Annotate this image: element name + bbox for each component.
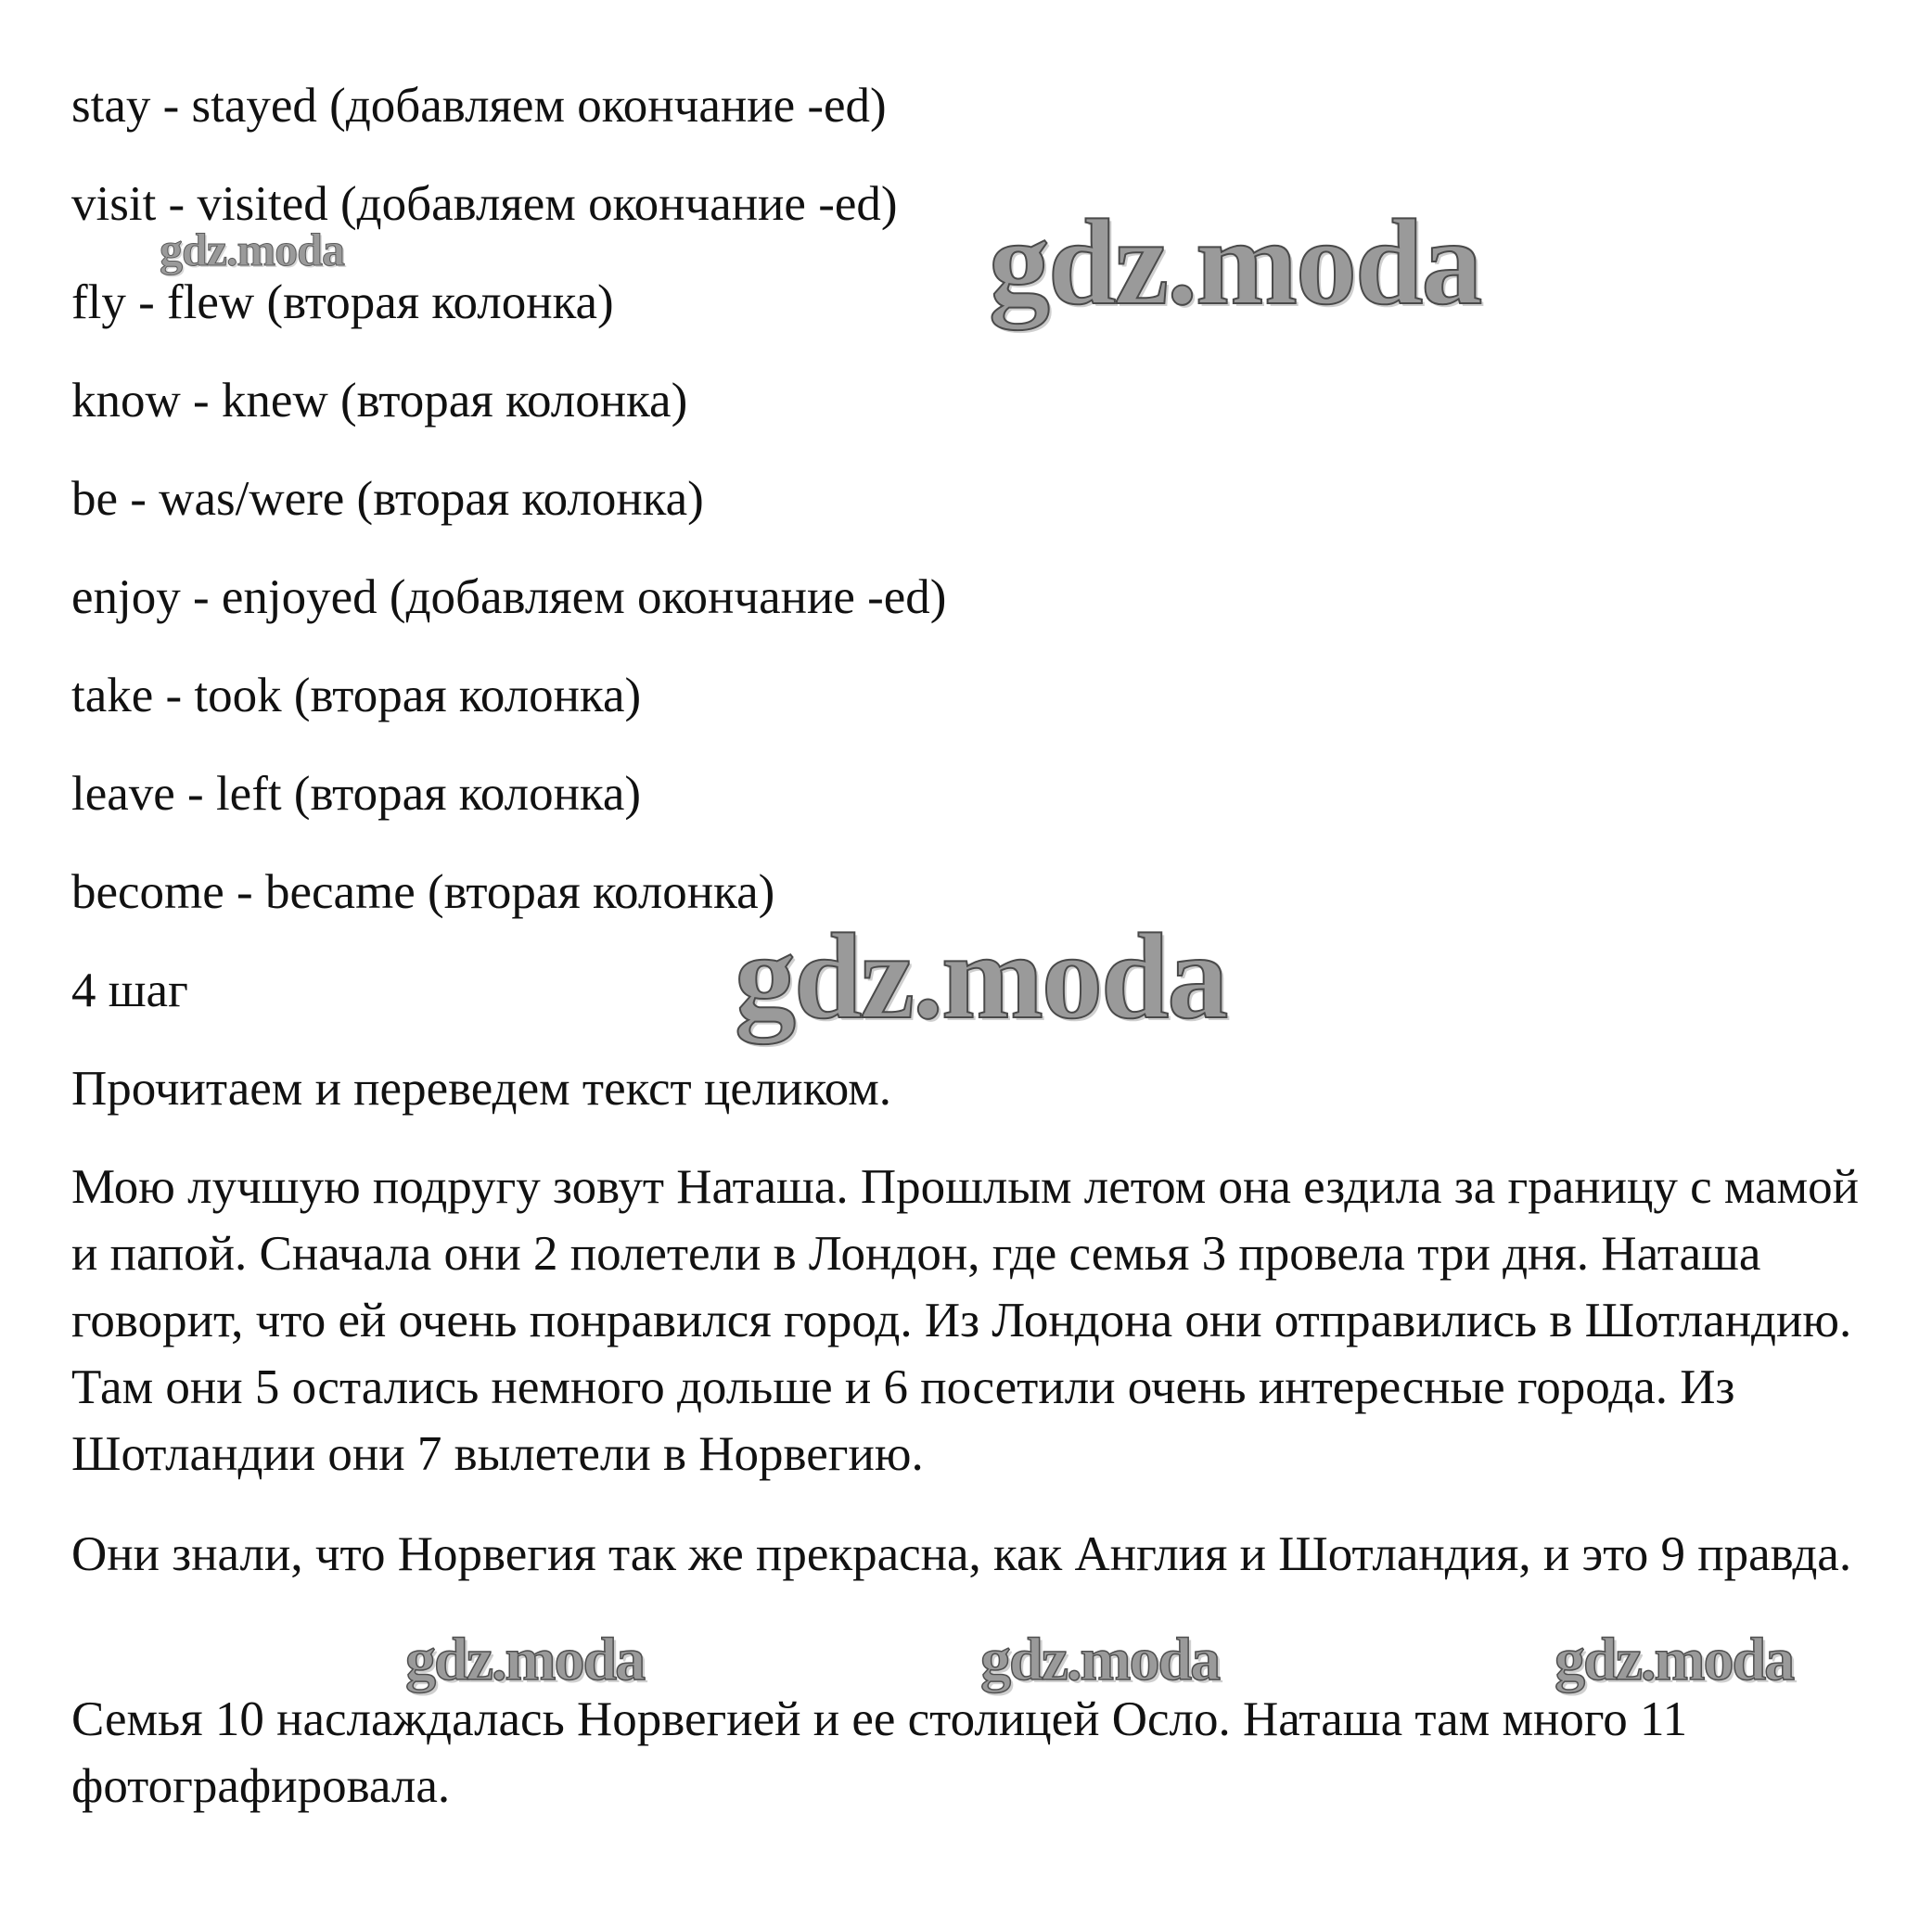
watermark-logo: gdz.moda bbox=[405, 1626, 645, 1693]
watermark-logo: gdz.moda bbox=[980, 1626, 1220, 1693]
verb-line-fly: fly - flew (вторая колонка) bbox=[71, 275, 614, 329]
watermark-logo: gdz.moda bbox=[1555, 1626, 1794, 1693]
verb-line-be: be - was/were (вторая колонка) bbox=[71, 472, 704, 526]
verb-line-take: take - took (вторая колонка) bbox=[71, 669, 642, 722]
verb-line-stay: stay - stayed (добавляем окончание -ed) bbox=[71, 79, 887, 133]
verb-line-leave: leave - left (вторая колонка) bbox=[71, 767, 642, 821]
translation-paragraph-2: Они знали, что Норвегия так же прекрасна, как Англия и Шотландия, и это 9 правда. bbox=[71, 1527, 1852, 1581]
instruction-text: Прочитаем и переведем текст целиком. bbox=[71, 1062, 891, 1116]
verb-line-enjoy: enjoy - enjoyed (добавляем окончание -ed) bbox=[71, 570, 947, 624]
step-heading: 4 шаг bbox=[71, 964, 188, 1017]
watermark-logo: gdz.moda bbox=[160, 223, 344, 275]
verb-line-know: know - knew (вторая колонка) bbox=[71, 374, 688, 428]
translation-paragraph-1: Мою лучшую подругу зовут Наташа. Прошлым летом она ездила за границу с мамой и папой. Сначала они 2 полетели в Лондон, где семья 3 провела три дня. Наташа говорит, что ей очень понравился город. Из Лондона они отправились в Шотландию. Там они 5 остались немного дольше и 6 посетили очень интересные города. Из Шотландии они 7 вылетели в Норвегию. bbox=[71, 1160, 1860, 1481]
translation-paragraph-3: Семья 10 наслаждалась Норвегией и ее столицей Осло. Наташа там много 11 фотографировала. bbox=[71, 1692, 1688, 1813]
watermark-logo: gdz.moda bbox=[989, 194, 1481, 330]
verb-line-visit: visit - visited (добавляем окончание -ed) bbox=[71, 177, 898, 231]
watermark-logo: gdz.moda bbox=[735, 908, 1227, 1044]
verb-line-become: become - became (вторая колонка) bbox=[71, 865, 775, 919]
